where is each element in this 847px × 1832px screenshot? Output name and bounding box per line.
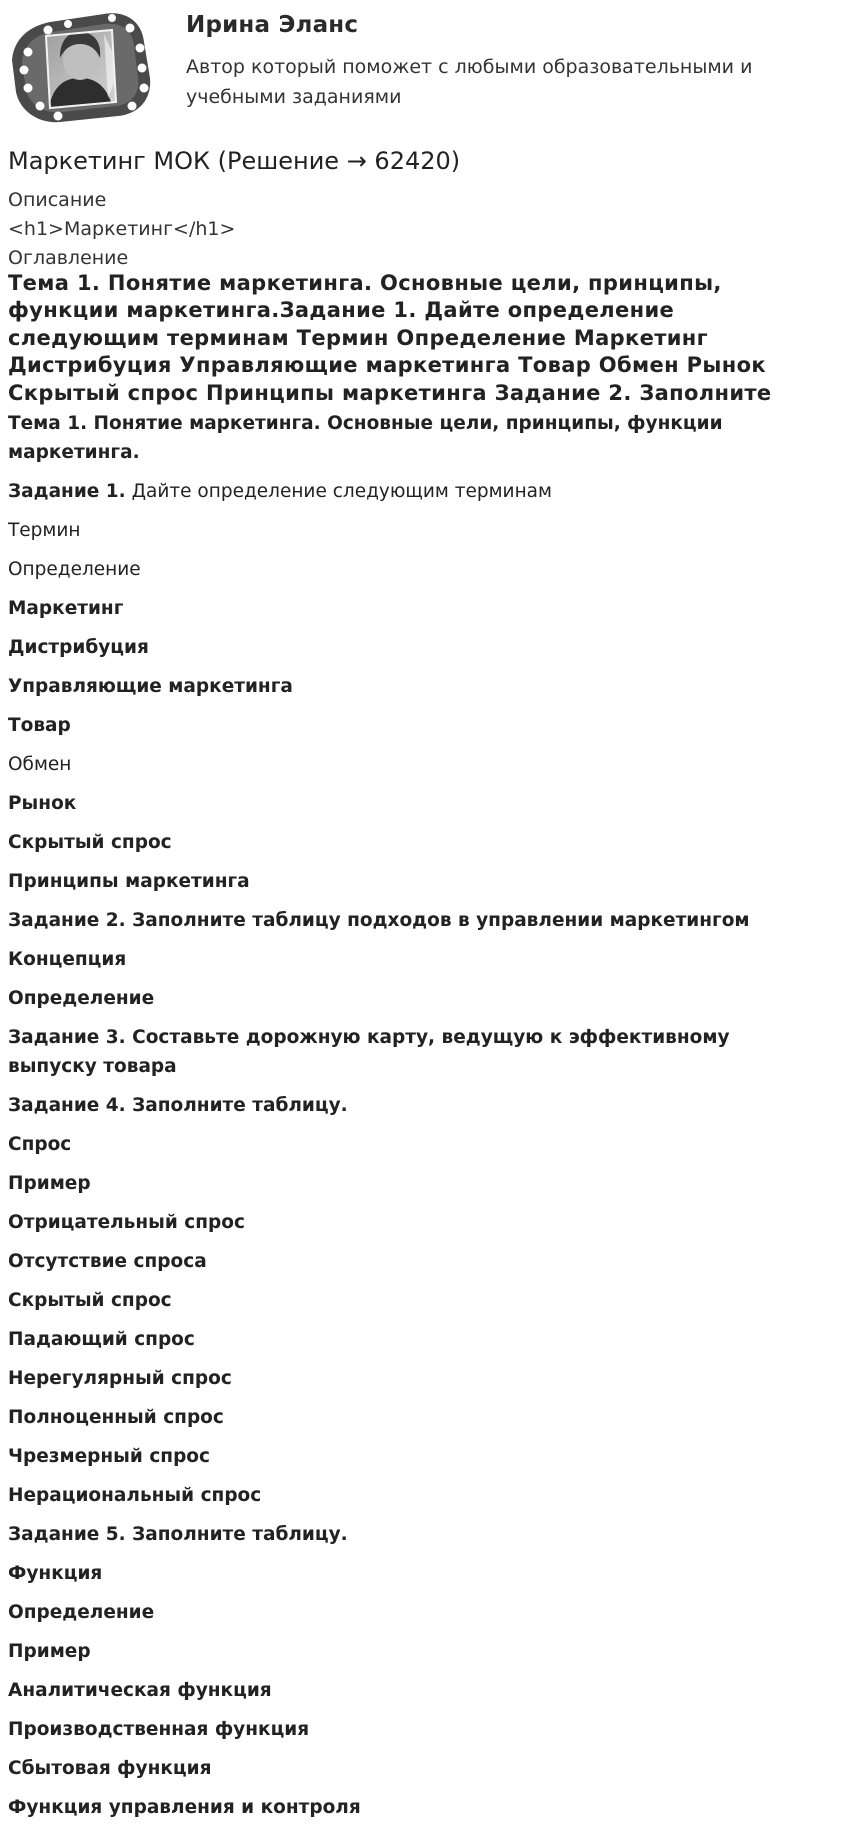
author-description: Автор который поможет с любыми образовательными и учебными заданиями bbox=[186, 56, 753, 108]
author-header bbox=[8, 6, 838, 130]
list-item: Определение bbox=[8, 988, 155, 1009]
document-content bbox=[8, 409, 838, 1832]
list-item: Функция управления и контроля bbox=[8, 1797, 361, 1818]
list-item: Определение bbox=[8, 559, 141, 580]
task-heading: Задание 2. Заполните таблицу подходов в управлении маркетингом bbox=[8, 910, 750, 931]
toc-line: Дистрибуция Управляющие маркетинга Товар Обмен Рынок bbox=[8, 353, 766, 378]
task-heading: Задание 5. Заполните таблицу. bbox=[8, 1524, 348, 1545]
list-item: Определение bbox=[8, 1602, 155, 1623]
list-item: Дистрибуция bbox=[8, 637, 149, 658]
table-of-contents bbox=[8, 270, 828, 407]
description-label: Описание bbox=[8, 189, 107, 211]
list-item: Падающий спрос bbox=[8, 1329, 195, 1350]
task-text: Дайте определение следующим терминам bbox=[125, 481, 552, 502]
toc-label: Оглавление bbox=[8, 247, 129, 269]
list-item: Пример bbox=[8, 1173, 91, 1194]
author-name[interactable]: Ирина Эланс bbox=[186, 12, 359, 38]
list-item: Чрезмерный спрос bbox=[8, 1446, 210, 1467]
list-item: Отсутствие спроса bbox=[8, 1251, 207, 1272]
list-item: Сбытовая функция bbox=[8, 1758, 212, 1779]
list-item: Аналитическая функция bbox=[8, 1680, 272, 1701]
list-item: Производственная функция bbox=[8, 1719, 310, 1740]
list-item: Товар bbox=[8, 715, 71, 736]
page-title: Маркетинг МОК (Решение → 62420) bbox=[8, 147, 461, 175]
raw-heading-text: <h1>Маркетинг</h1> bbox=[8, 218, 236, 240]
task-label: Задание 1. bbox=[8, 481, 126, 502]
list-item: Скрытый спрос bbox=[8, 1290, 172, 1311]
list-item: Термин bbox=[8, 520, 81, 541]
list-item: Спрос bbox=[8, 1134, 72, 1155]
list-item: Отрицательный спрос bbox=[8, 1212, 245, 1233]
list-item: Принципы маркетинга bbox=[8, 871, 250, 892]
list-item: Пример bbox=[8, 1641, 91, 1662]
topic-heading: Тема 1. Понятие маркетинга. Основные цели, принципы, функции маркетинга. bbox=[8, 413, 723, 463]
list-item: Скрытый спрос bbox=[8, 832, 172, 853]
task-paragraph bbox=[8, 477, 838, 506]
list-item: Нерациональный спрос bbox=[8, 1485, 262, 1506]
toc-line: функции маркетинга.Задание 1. Дайте определение bbox=[8, 298, 675, 323]
toc-line: Тема 1. Понятие маркетинга. Основные цели, принципы, bbox=[8, 271, 722, 295]
film-reel-avatar-icon bbox=[8, 8, 156, 126]
toc-line: Скрытый спрос Принципы маркетинга Задание 2. Заполните bbox=[8, 380, 772, 405]
list-item: Нерегулярный спрос bbox=[8, 1368, 232, 1389]
list-item: Обмен bbox=[8, 754, 72, 775]
list-item: Полноценный спрос bbox=[8, 1407, 224, 1428]
task-heading: Задание 4. Заполните таблицу. bbox=[8, 1095, 348, 1116]
author-avatar[interactable] bbox=[8, 8, 156, 126]
list-item: Концепция bbox=[8, 949, 127, 970]
task-heading: Задание 3. Составьте дорожную карту, ведущую к эффективному выпуску товара bbox=[8, 1027, 730, 1077]
list-item: Управляющие маркетинга bbox=[8, 676, 293, 697]
toc-line: следующим терминам Термин Определение Маркетинг bbox=[8, 325, 708, 350]
list-item: Маркетинг bbox=[8, 598, 124, 619]
list-item: Функция bbox=[8, 1563, 103, 1584]
list-item: Рынок bbox=[8, 793, 77, 814]
